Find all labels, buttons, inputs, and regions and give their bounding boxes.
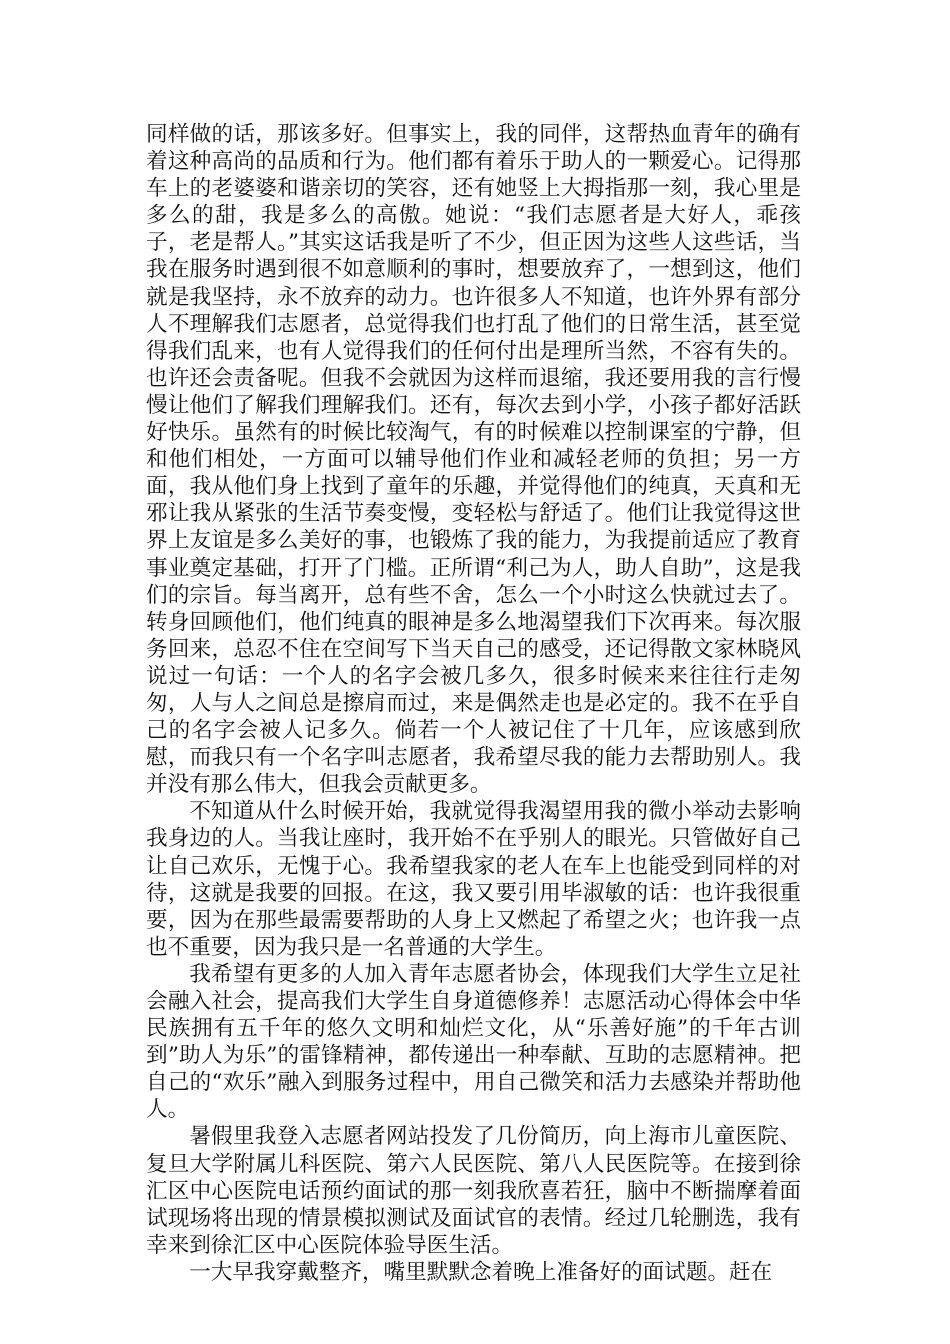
paragraph-2: 不知道从什么时候开始，我就觉得我渴望用我的微小举动去影响我身边的人。当我让座时，我开始不在乎别人的眼光。只管做好自己让自己欢乐，无愧于心。我希望我家的老人在车上也能受到同样的对待，这就是我要的回报。在这，我又要引用毕淑敏的话：也许我很重要，因为在那些最需要帮助的人身上又燃起了希望之火；也许我一点也不重要，因为我只是一名普通的大学生。 — [146, 799, 801, 960]
paragraph-4: 暑假里我登入志愿者网站投发了几份简历，向上海市儿童医院、复旦大学附属儿科医院、第六人民医院、第八人民医院等。在接到徐汇区中心医院电话预约面试的那一刻我欣喜若狂，脑中不断揣摩着面试现场将出现的情景模拟测试及面试官的表情。经过几轮删选，我有幸来到徐汇区中心医院体验导医生活。 — [146, 1124, 801, 1258]
paragraph-1: 同样做的话，那该多好。但事实上，我的同伴，这帮热血青年的确有着这种高尚的品质和行为。他们都有着乐于助人的一颗爱心。记得那车上的老婆婆和谐亲切的笑容，还有她竖上大拇指那一刻，我心里是多么的甜，我是多么的高傲。她说：“我们志愿者是大好人，乖孩子，老是帮人。”其实这话我是听了不少，但正因为这些人这些话，当我在服务时遇到很不如意顺利的事时，想要放弃了，一想到这，他们就是我坚持，永不放弃的动力。也许很多人不知道，也许外界有部分人不理解我们志愿者，总觉得我们也打乱了他们的日常生活，甚至觉得我们乱来，也有人觉得我们的任何付出是理所当然，不容有失的。也许还会责备呢。但我不会就因为这样而退缩，我还要用我的言行慢慢让他们了解我们理解我们。还有，每次去到小学，小孩子都好活跃好快乐。虽然有的时候比较淘气，有的时候难以控制课室的宁静，但和他们相处，一方面可以辅导他们作业和减轻老师的负担；另一方面，我从他们身上找到了童年的乐趣，并觉得他们的纯真，天真和无邪让我从紧张的生活节奏变慢，变轻松与舒适了。他们让我觉得这世界上友谊是多么美好的事，也锻炼了我的能力，为我提前适应了教育事业奠定基础，打开了门槛。正所谓“利己为人，助人自助”，这是我们的宗旨。每当离开，总有些不舍，怎么一个小时这么快就过去了。转身回顾他们，他们纯真的眼神是多么地渴望我们下次再来。每次服务回来，总忍不住在空间写下当天自己的感受，还记得散文家林晓风说过一句话：一个人的名字会被几多久，很多时候来来往往行走匆匆，人与人之间总是擦肩而过，来是偶然走也是必定的。我不在乎自己的名字会被人记多久。倘若一个人被记住了十几年，应该感到欣慰，而我只有一个名字叫志愿者，我希望尽我的能力去帮助别人。我并没有那么伟大，但我会贡献更多。 — [146, 122, 801, 798]
paragraph-5: 一大早我穿戴整齐，嘴里默默念着晚上准备好的面试题。赶在 — [189, 1259, 773, 1285]
paragraph-3: 我希望有更多的人加入青年志愿者协会，体现我们大学生立足社会融入社会，提高我们大学生自身道德修养！志愿活动心得体会中华民族拥有五千年的悠久文明和灿烂文化，从“乐善好施”的千年古训到”助人为乐”的雷锋精神，都传递出一种奉献、互助的志愿精神。把自己的“欢乐”融入到服务过程中，用自己微笑和活力去感染并帮助他人。 — [146, 961, 801, 1123]
document-body — [146, 121, 801, 1286]
